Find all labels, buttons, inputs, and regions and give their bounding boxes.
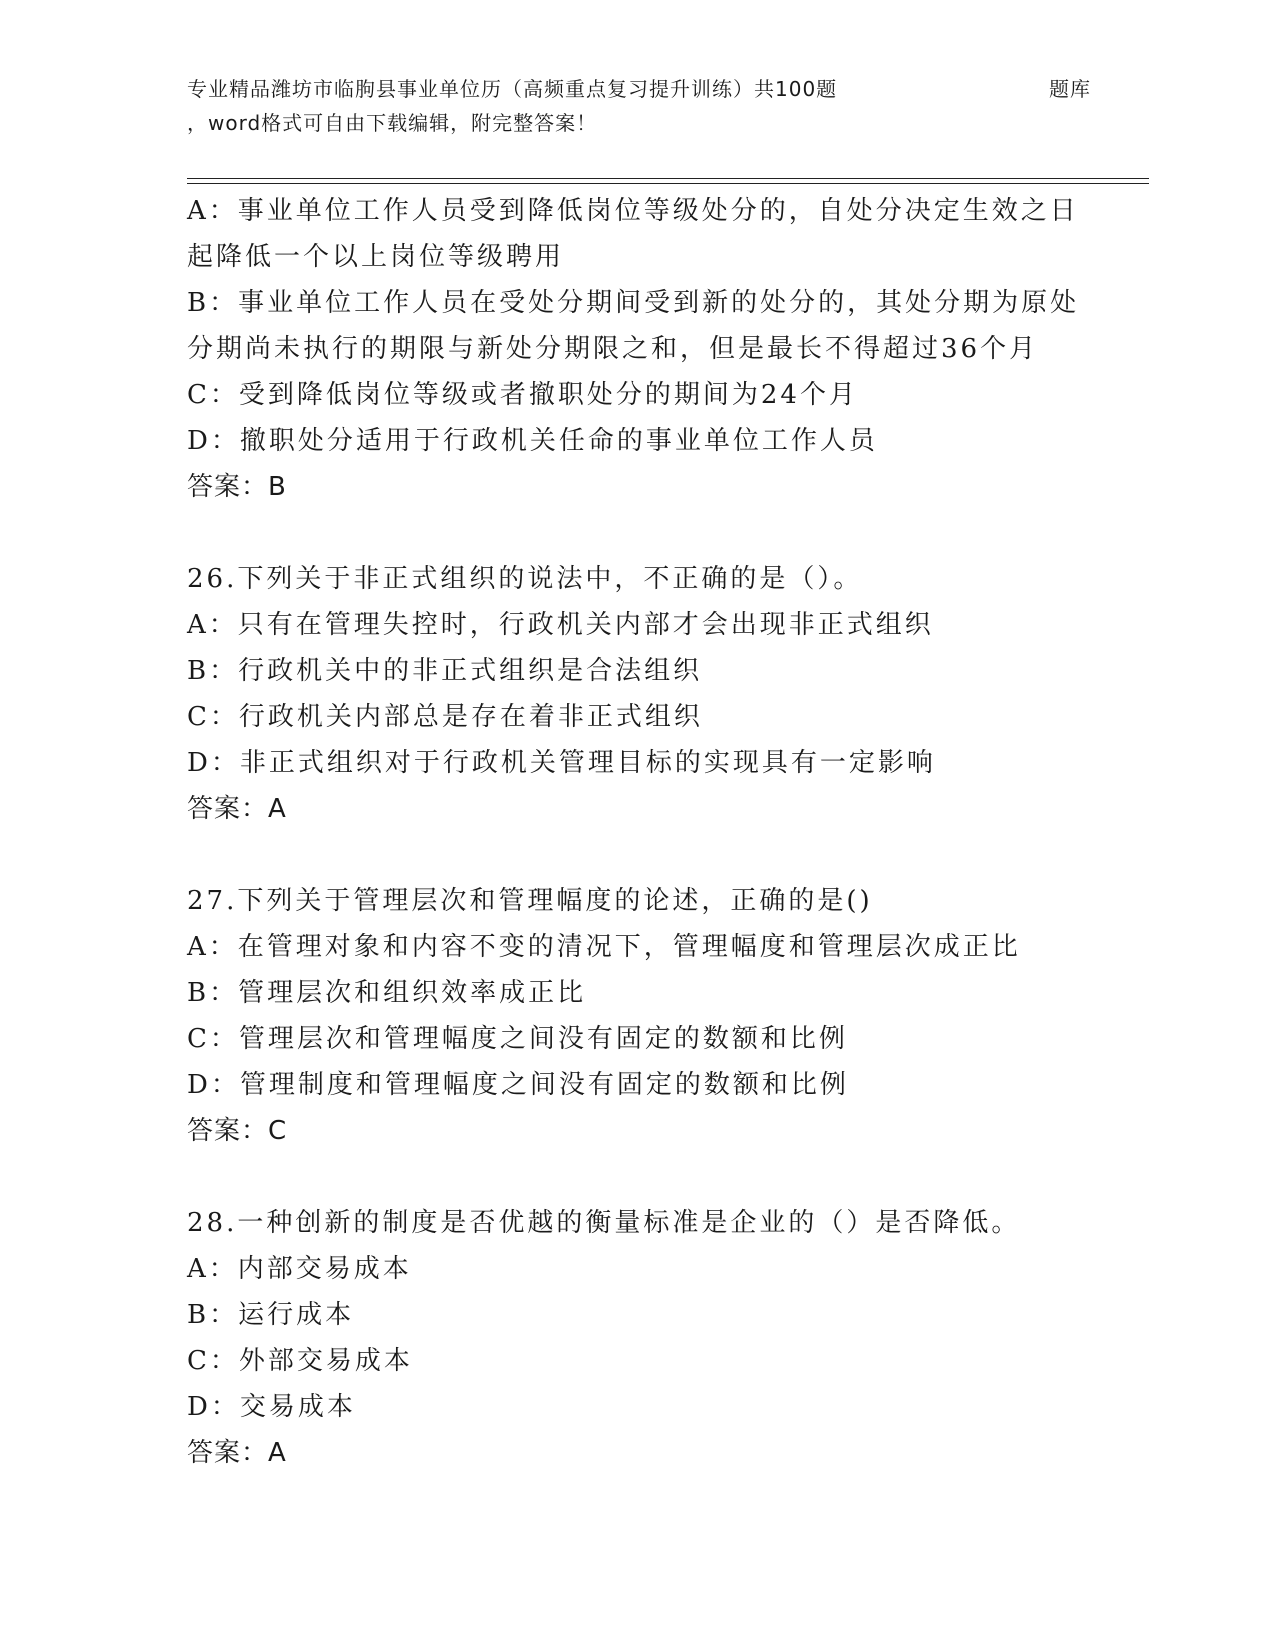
option-line: A：内部交易成本: [187, 1254, 412, 1284]
option-line: C：受到降低岗位等级或者撤职处分的期间为24个月: [187, 380, 858, 410]
page-header: [187, 72, 1107, 140]
header-tag: 题库: [1049, 77, 1091, 101]
option-line: A：事业单位工作人员受到降低岗位等级处分的，自处分决定生效之日: [187, 196, 1079, 226]
document-title: 专业精品潍坊市临朐县事业单位历（高频重点复习提升训练）共100题: [187, 77, 838, 101]
option-line: B：运行成本: [187, 1300, 355, 1330]
option-line: C：管理层次和管理幅度之间没有固定的数额和比例: [187, 1024, 848, 1054]
option-line: B：事业单位工作人员在受处分期间受到新的处分的，其处分期为原处: [187, 288, 1080, 318]
answer-line: 答案：A: [187, 794, 287, 824]
answer-line: 答案：C: [187, 1116, 288, 1146]
header-divider-top: [187, 178, 1149, 179]
spacer: [187, 510, 1087, 556]
option-line: D：管理制度和管理幅度之间没有固定的数额和比例: [187, 1070, 849, 1100]
header-row: [187, 72, 1107, 106]
option-line: B：行政机关中的非正式组织是合法组织: [187, 656, 703, 686]
spacer: [187, 832, 1087, 878]
option-line: D：非正式组织对于行政机关管理目标的实现具有一定影响: [187, 748, 936, 778]
header-divider-bottom: [187, 183, 1149, 184]
document-subtitle: ，word格式可自由下载编辑，附完整答案！: [187, 111, 598, 135]
option-line: B：管理层次和组织效率成正比: [187, 978, 587, 1008]
option-line: D：交易成本: [187, 1392, 356, 1422]
option-line: 起降低一个以上岗位等级聘用: [187, 242, 565, 272]
option-line: D：撤职处分适用于行政机关任命的事业单位工作人员: [187, 426, 878, 456]
question-stem: 27.下列关于管理层次和管理幅度的论述，正确的是(): [187, 886, 873, 916]
option-line: C：外部交易成本: [187, 1346, 413, 1376]
option-line: 分期尚未执行的期限与新处分期限之和，但是最长不得超过36个月: [187, 334, 1039, 364]
answer-line: 答案：A: [187, 1438, 287, 1468]
answer-line: 答案：B: [187, 472, 287, 502]
question-stem: 28.一种创新的制度是否优越的衡量标准是企业的（）是否降低。: [187, 1208, 1021, 1238]
question-content: [187, 188, 1087, 1476]
option-line: A：只有在管理失控时，行政机关内部才会出现非正式组织: [187, 610, 934, 640]
question-stem: 26.下列关于非正式组织的说法中，不正确的是（）。: [187, 564, 863, 594]
spacer: [187, 1154, 1087, 1200]
option-line: A：在管理对象和内容不变的清况下，管理幅度和管理层次成正比: [187, 932, 1021, 962]
option-line: C：行政机关内部总是存在着非正式组织: [187, 702, 703, 732]
